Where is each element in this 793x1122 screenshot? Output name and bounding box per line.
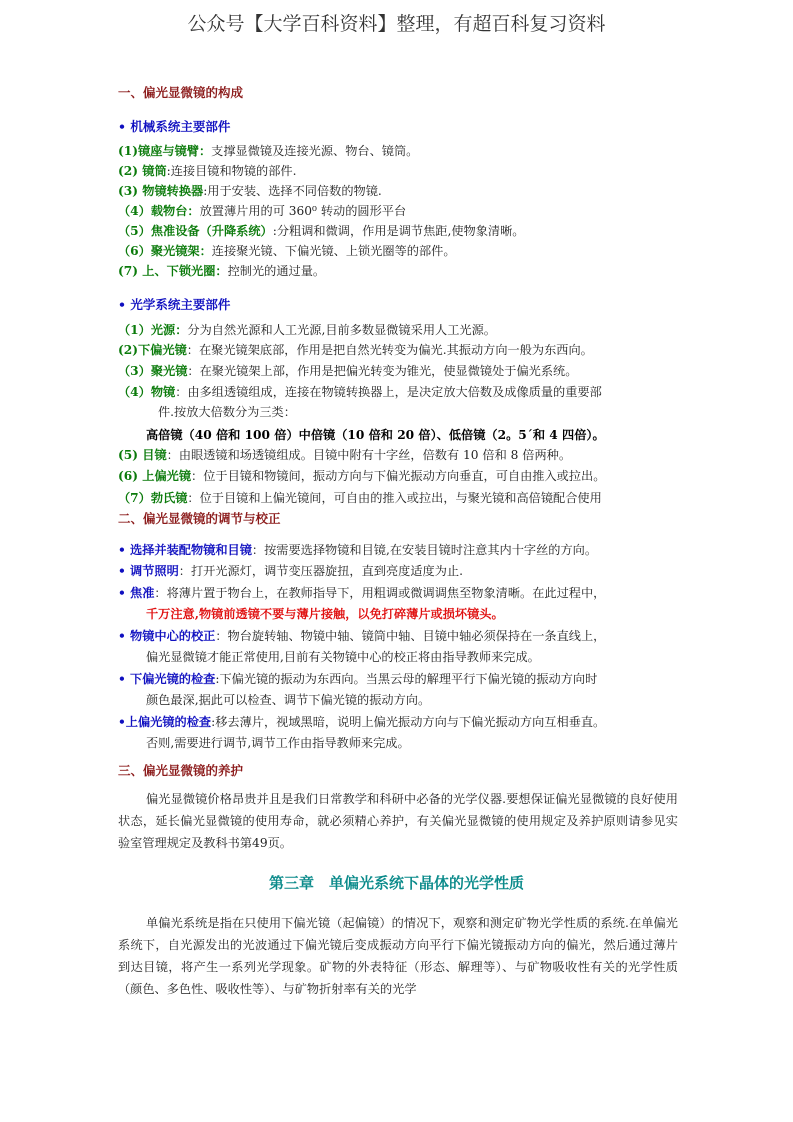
opt-item-4-cont: 件.按放大倍数分为三类： — [158, 405, 296, 419]
mech-subtitle: • 机械系统主要部件 — [118, 119, 231, 134]
adjust-item-6-cont: 否则,需要进行调节,调节工作由指导教师来完成。 — [146, 736, 410, 750]
adjust-item-5: • 下偏光镜的检查:下偏光镜的振动为东西向。当黑云母的解理平行下偏光镜的振动方向时 — [118, 672, 598, 686]
focus-warning: 千万注意,物镜前透镜不要与薄片接触，以免打碎薄片或损坏镜头。 — [146, 607, 504, 621]
adjust-item-4: • 物镜中心的校正：物台旋转轴、物镜中轴、镜筒中轴、目镜中轴必须保持在一条直线上， — [118, 629, 606, 643]
mech-item-5: （5）焦准设备（升降系统）:分粗调和微调，作用是调节焦距,使物象清晰。 — [118, 224, 525, 238]
mech-item-2: (2) 镜筒:连接目镜和物镜的部件. — [118, 164, 297, 178]
adjust-item-5-cont: 颜色最深,据此可以检查、调节下偏光镜的振动方向。 — [146, 693, 431, 707]
mech-item-4: （4）载物台：放置薄片用的可 360⁰ 转动的圆形平台 — [118, 204, 407, 218]
adjust-item-4-cont: 偏光显微镜才能正常使用,目前有关物镜中心的校正将由指导教师来完成。 — [146, 650, 540, 664]
opt-item-4: （4）物镜：由多组透镜组成，连接在物镜转换器上，是决定放大倍数及成像质量的重要部 — [118, 385, 602, 399]
chapter-title: 第三章 单偏光系统下晶体的光学性质 — [268, 874, 524, 892]
mech-item-1: (1)镜座与镜臂：支撑显微镜及连接光源、物台、镜筒。 — [118, 144, 419, 158]
opt-item-7: （7）勃氏镜：位于目镜和上偏光镜间，可自由的推入或拉出，与聚光镜和高倍镜配合使用 — [118, 491, 602, 505]
opt-item-3: （3）聚光镜：在聚光镜架上部，作用是把偏光转变为锥光，使显微镜处于偏光系统。 — [118, 364, 578, 378]
page-header: 公众号【大学百科资料】整理，有超百科复习资料 — [187, 13, 606, 35]
magnification-types: 高倍镜（40 倍和 100 倍）中倍镜（10 倍和 20 倍）、低倍镜（2。5´和 4 四倍）。 — [146, 428, 605, 442]
section-3-title: 三、偏光显微镜的养护 — [118, 763, 244, 778]
maintenance-paragraph: 偏光显微镜价格昂贵并且是我们日常教学和科研中必备的光学仪器.要想保证偏光显微镜的良好使用状态，延长偏光显微镜的使用寿命，就必须精心养护，有关偏光显微镜的使用规定及养护原则请参见实验室管理规定及教科书第49页。 — [118, 792, 678, 850]
mech-item-3: (3) 物镜转换器:用于安装、选择不同倍数的物镜. — [118, 184, 382, 198]
adjust-item-1: • 选择并装配物镜和目镜：按需要选择物镜和目镜,在安装目镜时注意其内十字丝的方向。 — [118, 543, 598, 557]
section-1-title: 一、偏光显微镜的构成 — [118, 85, 244, 100]
chapter-paragraph: 单偏光系统是指在只使用下偏光镜（起偏镜）的情况下，观察和测定矿物光学性质的系统.在单偏光系统下，自光源发出的光波通过下偏光镜后变成振动方向平行下偏光镜振动方向的偏光，然后通过薄片到达目镜，将产生一系列光学现象。矿物的外表特征（形态、解理等）、与矿物吸收性有关的光学性质（颜色、多色性、吸收性等）、与矿物折射率有关的光学 — [118, 916, 678, 996]
adjust-item-3: • 焦准：将薄片置于物台上，在教师指导下，用粗调或微调调焦至物象清晰。在此过程中， — [118, 586, 606, 600]
opt-item-1: （1）光源：分为自然光源和人工光源,目前多数显微镜采用人工光源。 — [118, 323, 496, 337]
opt-item-6: (6) 上偏光镜：位于目镜和物镜间，振动方向与下偏光振动方向垂直，可自由推入或拉出。 — [118, 469, 606, 483]
opt-item-2: (2)下偏光镜：在聚光镜架底部，作用是把自然光转变为偏光.其振动方向一般为东西向。 — [118, 343, 593, 357]
mech-item-6: （6）聚光镜架：连接聚光镜、下偏光镜、上锁光圈等的部件。 — [118, 244, 456, 258]
mech-item-7: (7) 上、下锁光圈：控制光的通过量。 — [118, 264, 326, 278]
optical-subtitle: • 光学系统主要部件 — [118, 297, 231, 312]
adjust-item-2: • 调节照明：打开光源灯，调节变压器旋扭，直到亮度适度为止. — [118, 564, 463, 578]
adjust-item-6: •上偏光镜的检查:移去薄片，视域黑暗，说明上偏光振动方向与下偏光振动方向互相垂直。 — [118, 715, 606, 729]
section-2-title: 二、偏光显微镜的调节与校正 — [118, 511, 281, 526]
opt-item-5: (5) 目镜：由眼透镜和场透镜组成。目镜中附有十字丝，倍数有 10 倍和 8 倍两种。 — [118, 448, 572, 462]
